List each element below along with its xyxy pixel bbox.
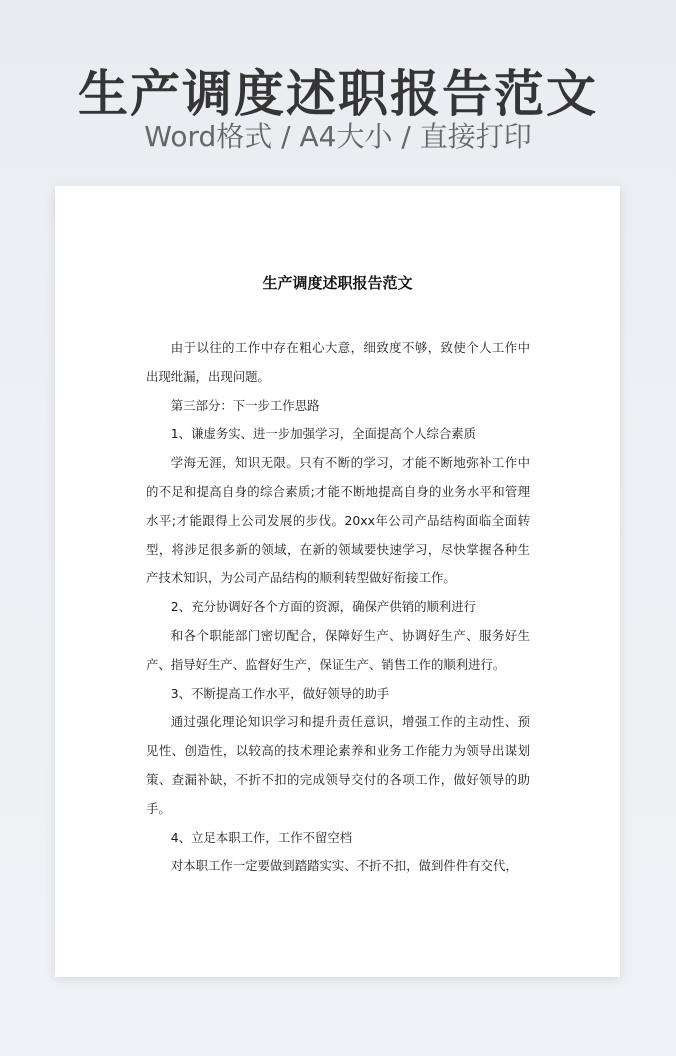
document-body [146, 334, 530, 881]
subheading: 3、不断提高工作水平，做好领导的助手 [170, 685, 390, 701]
paragraph: 对本职工作一定要做到踏踏实实、不折不扣，做到件件有交代， [170, 858, 518, 874]
paragraph: 学海无涯，知识无限。只有不断的学习，才能不断地弥补工作中的不足和提高自身的综合素质;才能不断地提高自身的业务水平和管理水平;才能跟得上公司发展的步伐。20xx年公司产品结构面临全面转型，将涉足很多新的领域，在新的领域要快速学习，尽快掌握各种生产技术知识，为公司产品结构的顺利转型做好衔接工作。 [146, 455, 530, 586]
subheading: 4、立足本职工作，工作不留空档 [170, 829, 353, 845]
paragraph: 由于以往的工作中存在粗心大意，细致度不够，致使个人工作中出现纰漏，出现问题。 [146, 340, 530, 384]
banner-title: 生产调度述职报告范文 [78, 65, 598, 123]
banner-subtitle: Word格式 / A4大小 / 直接打印 [144, 120, 532, 153]
document-title: 生产调度述职报告范文 [262, 274, 413, 292]
paragraph: 和各个职能部门密切配合，保障好生产、协调好生产、服务好生产、指导好生产、监督好生产，保证生产、销售工作的顺利进行。 [146, 627, 530, 672]
section-heading: 第三部分：下一步工作思路 [170, 397, 320, 413]
paragraph: 通过强化理论知识学习和提升责任意识，增强工作的主动性、预见性、创造性，以较高的技术理论素养和业务工作能力为领导出谋划策、查漏补缺，不折不扣的完成领导交付的各项工作，做好领导的助手。 [146, 714, 530, 816]
document-page [55, 186, 620, 977]
subheading: 1、谦虚务实、进一步加强学习，全面提高个人综合素质 [170, 426, 477, 442]
subheading: 2、充分协调好各个方面的资源，确保产供销的顺利进行 [170, 599, 477, 615]
